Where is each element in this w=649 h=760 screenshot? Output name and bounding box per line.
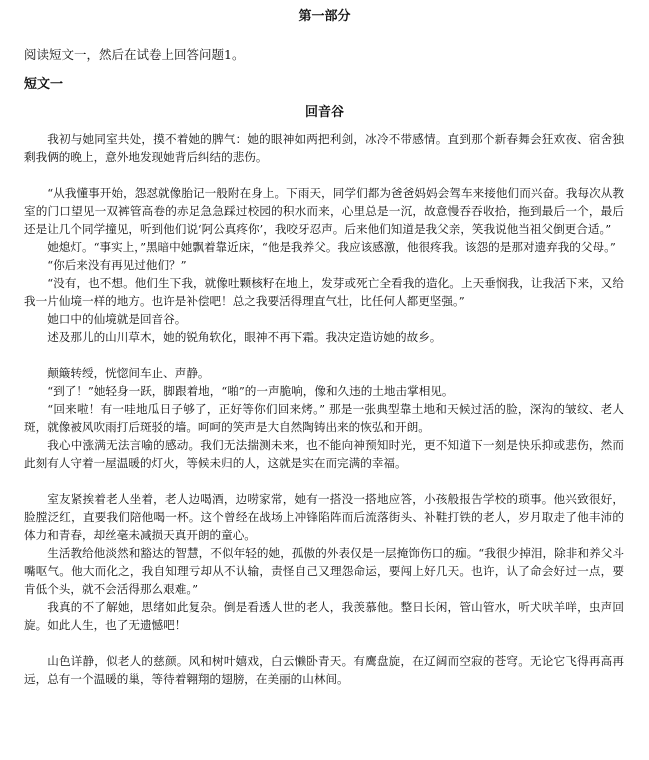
paragraph: “到了！”她轻身一跃，脚跟着地，“啪”的一声脆响，像和久违的土地击掌相见。: [47, 384, 454, 398]
paragraph: 颠簸转绶，恍惚间车止、声静。: [47, 366, 210, 380]
paragraph-gap: [24, 346, 624, 364]
paragraph: 我初与她同室共处，摸不着她的脾气：她的眼神如两把利剑，冰冷不带感情。直到那个新春舞会狂欢夜、宿舍独剩我俩的晚上，意外地发现她背后纠结的悲伤。: [24, 132, 624, 164]
paragraph: “回来啦！有一哇地瓜日子够了，正好等你们回来烤。” 那是一张典型靠土地和天候过活的脸，深沟的皱纹、老人斑，就像被风吹雨打后斑驳的墙。呵呵的笑声是大自然陶铸出来的恢弘和开朗。: [24, 402, 624, 434]
article-body: [24, 130, 624, 688]
section-label: 短文一: [24, 77, 64, 92]
paragraph-gap: [24, 472, 624, 490]
paragraph: 生活教给他淡然和豁达的智慧，不似年轻的她，孤傲的外表仅是一层掩饰伤口的痂。“我很少掉泪，除非和养父斗嘴呕气。他大而化之，我自知理亏却从不认输，责怪自己又理怨命运，要闯上好几天。也许，认了命会好过一点，要肯低个头，就不会活得那么艰难。”: [24, 546, 624, 596]
article-title: 回音谷: [304, 105, 344, 120]
instruction-text: 阅读短文一，然后在试卷上回答问题1。: [24, 47, 245, 62]
paragraph-gap: [24, 634, 624, 652]
paragraph-gap: [24, 166, 624, 184]
paragraph: 述及那儿的山川草木，她的锐角软化，眼神不再下霜。我决定造访她的故乡。: [47, 330, 442, 344]
paragraph: 室友紧挨着老人坐着，老人边喝酒，边唠家常，她有一搭没一搭地应答，小孩般报告学校的琐事。他兴致很好，脸膛泛红，直要我们陪他喝一杯。这个曾经在战场上冲锋陷阵而后流落街头、补鞋打铁的老人，岁月取走了他丰沛的体力和青春，却丝毫未减损天真开朗的童心。: [24, 492, 624, 542]
paragraph: “你后来没有再见过他们？”: [47, 258, 187, 272]
paragraph: “没有，也不想。他们生下我，就像吐颗核籽在地上，发芽或死亡全看我的造化。上天垂悯我，让我活下来，又给我一片仙境一样的地方。也许是补偿吧！总之我要活得理直气壮，比任何人都更坚强。”: [24, 276, 624, 308]
paragraph: 我真的不了解她，思绪如此复杂。倒是看透人世的老人，我羡慕他。整日长闲，管山管水，听犬吠羊咩，虫声回旋。如此人生，也了无遗憾吧！: [24, 600, 624, 632]
paragraph: 山色详静，似老人的慈颜。风和树叶嬉戏，白云懒卧青天。有鹰盘旋，在辽阔而空寂的苍穹。无论它飞得再高再远，总有一个温暖的巢，等待着翱翔的翅膀，在美丽的山林间。: [24, 654, 624, 686]
part-title: 第一部分: [298, 9, 351, 24]
paragraph: “从我懂事开始，怨怼就像胎记一般附在身上。下雨天，同学们都为爸爸妈妈会驾车来接他们而兴奋。我每次从教室的门口望见一双裤管高卷的赤足急急踩过校园的积水而来，心里总是一沉，故意慢吞吞收拾，拖到最后一个，最后还是让几个同学撞见，听到他们说‘阿公真疼你’，我咬牙忍声。后来他们知道是我父亲，笑我说他当祖父倒更合适。”: [24, 186, 624, 236]
paragraph: 我心中涨满无法言喻的感动。我们无法揣测未来，也不能向神预知时光，更不知道下一刻是快乐抑或悲伤，然而此刻有人守着一屋温暖的灯火，等候未归的人，这就是实在而完满的幸福。: [24, 438, 624, 470]
paragraph: 她熄灯。“事实上，”黑暗中她飘着靠近床，“他是我养父。我应该感激，他很疼我。该怨的是那对遗弃我的父母。”: [47, 240, 616, 254]
paragraph: 她口中的仙境就是回音谷。: [47, 312, 187, 326]
